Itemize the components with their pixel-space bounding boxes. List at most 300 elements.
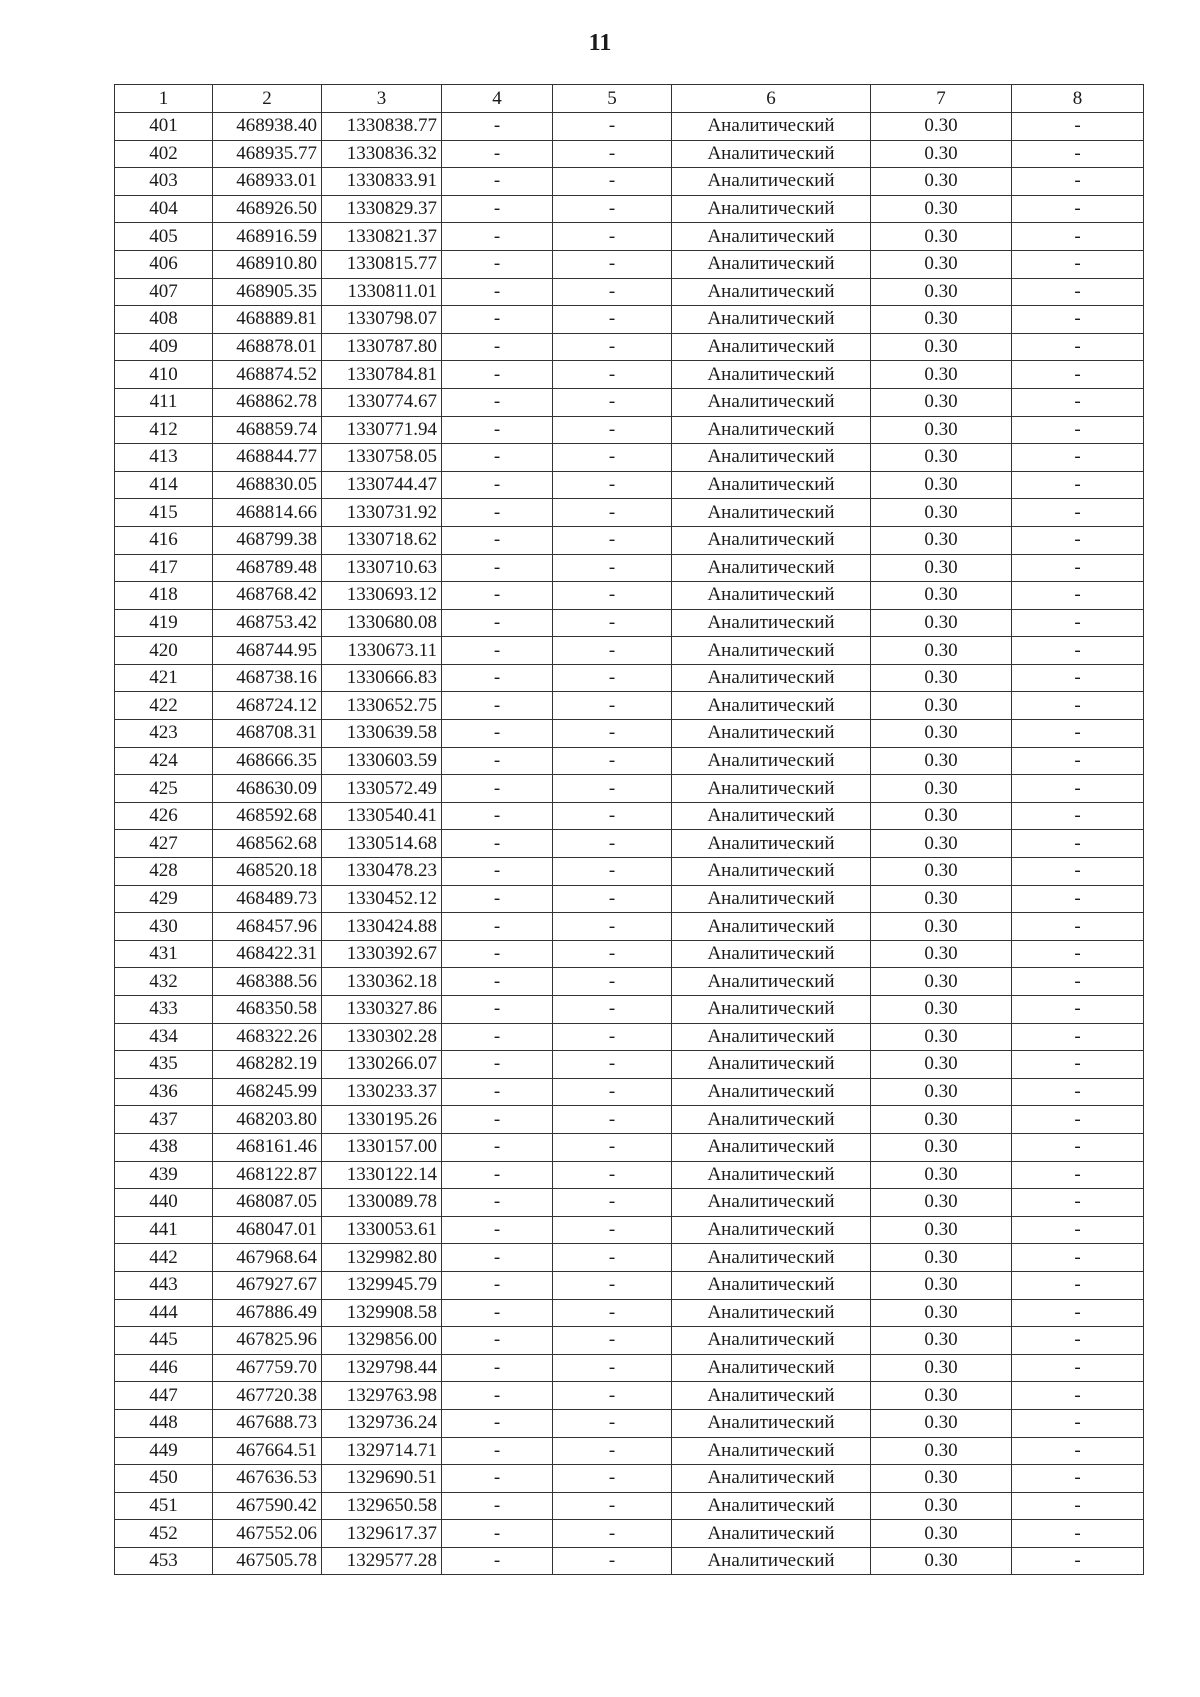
col4-cell: -	[442, 1271, 553, 1299]
col5-cell: -	[553, 1437, 672, 1465]
method-cell: Аналитический	[672, 1437, 871, 1465]
col8-cell: -	[1012, 968, 1144, 996]
accuracy-cell: 0.30	[871, 1327, 1012, 1355]
point-number-cell: 405	[115, 223, 213, 251]
y-coordinate-cell: 1330603.59	[322, 747, 442, 775]
accuracy-cell: 0.30	[871, 1465, 1012, 1493]
col4-cell: -	[442, 499, 553, 527]
method-cell: Аналитический	[672, 140, 871, 168]
header-cell: 6	[672, 85, 871, 113]
table-row	[115, 775, 1144, 803]
col4-cell: -	[442, 609, 553, 637]
accuracy-cell: 0.30	[871, 168, 1012, 196]
point-number-cell: 409	[115, 333, 213, 361]
x-coordinate-cell: 468422.31	[213, 940, 322, 968]
col5-cell: -	[553, 250, 672, 278]
y-coordinate-cell: 1330639.58	[322, 720, 442, 748]
table-row	[115, 940, 1144, 968]
accuracy-cell: 0.30	[871, 1437, 1012, 1465]
x-coordinate-cell: 468768.42	[213, 582, 322, 610]
col8-cell: -	[1012, 802, 1144, 830]
accuracy-cell: 0.30	[871, 830, 1012, 858]
point-number-cell: 417	[115, 554, 213, 582]
method-cell: Аналитический	[672, 471, 871, 499]
y-coordinate-cell: 1330744.47	[322, 471, 442, 499]
col5-cell: -	[553, 1078, 672, 1106]
x-coordinate-cell: 468630.09	[213, 775, 322, 803]
x-coordinate-cell: 468122.87	[213, 1161, 322, 1189]
col4-cell: -	[442, 582, 553, 610]
method-cell: Аналитический	[672, 1189, 871, 1217]
point-number-cell: 421	[115, 664, 213, 692]
table-row	[115, 1133, 1144, 1161]
y-coordinate-cell: 1330693.12	[322, 582, 442, 610]
x-coordinate-cell: 468910.80	[213, 250, 322, 278]
point-number-cell: 422	[115, 692, 213, 720]
y-coordinate-cell: 1330833.91	[322, 168, 442, 196]
col5-cell: -	[553, 637, 672, 665]
method-cell: Аналитический	[672, 1409, 871, 1437]
table-row	[115, 1492, 1144, 1520]
method-cell: Аналитический	[672, 830, 871, 858]
col5-cell: -	[553, 830, 672, 858]
accuracy-cell: 0.30	[871, 223, 1012, 251]
col8-cell: -	[1012, 582, 1144, 610]
point-number-cell: 401	[115, 113, 213, 141]
y-coordinate-cell: 1330771.94	[322, 416, 442, 444]
col8-cell: -	[1012, 1437, 1144, 1465]
y-coordinate-cell: 1330572.49	[322, 775, 442, 803]
point-number-cell: 429	[115, 885, 213, 913]
y-coordinate-cell: 1330838.77	[322, 113, 442, 141]
col4-cell: -	[442, 940, 553, 968]
col8-cell: -	[1012, 113, 1144, 141]
col8-cell: -	[1012, 1299, 1144, 1327]
col4-cell: -	[442, 1354, 553, 1382]
table-row	[115, 858, 1144, 886]
col8-cell: -	[1012, 637, 1144, 665]
x-coordinate-cell: 468282.19	[213, 1051, 322, 1079]
method-cell: Аналитический	[672, 1382, 871, 1410]
table-row	[115, 1023, 1144, 1051]
accuracy-cell: 0.30	[871, 1547, 1012, 1575]
col8-cell: -	[1012, 692, 1144, 720]
x-coordinate-cell: 468744.95	[213, 637, 322, 665]
col8-cell: -	[1012, 1547, 1144, 1575]
col8-cell: -	[1012, 499, 1144, 527]
x-coordinate-cell: 467552.06	[213, 1520, 322, 1548]
table-row	[115, 1547, 1144, 1575]
table-row	[115, 140, 1144, 168]
col4-cell: -	[442, 1299, 553, 1327]
method-cell: Аналитический	[672, 885, 871, 913]
y-coordinate-cell: 1329577.28	[322, 1547, 442, 1575]
method-cell: Аналитический	[672, 113, 871, 141]
method-cell: Аналитический	[672, 168, 871, 196]
point-number-cell: 413	[115, 444, 213, 472]
table-row	[115, 1437, 1144, 1465]
accuracy-cell: 0.30	[871, 113, 1012, 141]
accuracy-cell: 0.30	[871, 1133, 1012, 1161]
col4-cell: -	[442, 720, 553, 748]
col8-cell: -	[1012, 720, 1144, 748]
col5-cell: -	[553, 775, 672, 803]
col8-cell: -	[1012, 1106, 1144, 1134]
point-number-cell: 404	[115, 195, 213, 223]
col8-cell: -	[1012, 250, 1144, 278]
y-coordinate-cell: 1329617.37	[322, 1520, 442, 1548]
col8-cell: -	[1012, 1023, 1144, 1051]
method-cell: Аналитический	[672, 1327, 871, 1355]
col5-cell: -	[553, 223, 672, 251]
x-coordinate-cell: 467636.53	[213, 1465, 322, 1493]
col8-cell: -	[1012, 775, 1144, 803]
col4-cell: -	[442, 775, 553, 803]
table-row	[115, 444, 1144, 472]
accuracy-cell: 0.30	[871, 416, 1012, 444]
point-number-cell: 418	[115, 582, 213, 610]
x-coordinate-cell: 467505.78	[213, 1547, 322, 1575]
col5-cell: -	[553, 140, 672, 168]
method-cell: Аналитический	[672, 1547, 871, 1575]
col4-cell: -	[442, 1023, 553, 1051]
x-coordinate-cell: 467927.67	[213, 1271, 322, 1299]
x-coordinate-cell: 468457.96	[213, 913, 322, 941]
accuracy-cell: 0.30	[871, 609, 1012, 637]
x-coordinate-cell: 468047.01	[213, 1216, 322, 1244]
table-row	[115, 168, 1144, 196]
x-coordinate-cell: 467886.49	[213, 1299, 322, 1327]
accuracy-cell: 0.30	[871, 361, 1012, 389]
method-cell: Аналитический	[672, 1161, 871, 1189]
col5-cell: -	[553, 554, 672, 582]
accuracy-cell: 0.30	[871, 1216, 1012, 1244]
point-number-cell: 444	[115, 1299, 213, 1327]
method-cell: Аналитический	[672, 388, 871, 416]
method-cell: Аналитический	[672, 1244, 871, 1272]
col8-cell: -	[1012, 1327, 1144, 1355]
x-coordinate-cell: 468562.68	[213, 830, 322, 858]
col8-cell: -	[1012, 195, 1144, 223]
header-row	[115, 85, 1144, 113]
col4-cell: -	[442, 1189, 553, 1217]
x-coordinate-cell: 468520.18	[213, 858, 322, 886]
x-coordinate-cell: 468724.12	[213, 692, 322, 720]
table-row	[115, 1216, 1144, 1244]
col8-cell: -	[1012, 996, 1144, 1024]
point-number-cell: 443	[115, 1271, 213, 1299]
accuracy-cell: 0.30	[871, 885, 1012, 913]
col8-cell: -	[1012, 913, 1144, 941]
y-coordinate-cell: 1330673.11	[322, 637, 442, 665]
method-cell: Аналитический	[672, 720, 871, 748]
table-row	[115, 692, 1144, 720]
method-cell: Аналитический	[672, 940, 871, 968]
col4-cell: -	[442, 195, 553, 223]
col8-cell: -	[1012, 885, 1144, 913]
y-coordinate-cell: 1330089.78	[322, 1189, 442, 1217]
header-cell: 3	[322, 85, 442, 113]
col5-cell: -	[553, 664, 672, 692]
point-number-cell: 412	[115, 416, 213, 444]
method-cell: Аналитический	[672, 333, 871, 361]
table-row	[115, 306, 1144, 334]
y-coordinate-cell: 1330758.05	[322, 444, 442, 472]
method-cell: Аналитический	[672, 499, 871, 527]
col5-cell: -	[553, 1051, 672, 1079]
y-coordinate-cell: 1330731.92	[322, 499, 442, 527]
table-row	[115, 361, 1144, 389]
col5-cell: -	[553, 195, 672, 223]
col8-cell: -	[1012, 1271, 1144, 1299]
table-row	[115, 1106, 1144, 1134]
col4-cell: -	[442, 1051, 553, 1079]
col4-cell: -	[442, 333, 553, 361]
method-cell: Аналитический	[672, 1520, 871, 1548]
col8-cell: -	[1012, 1133, 1144, 1161]
col4-cell: -	[442, 830, 553, 858]
accuracy-cell: 0.30	[871, 388, 1012, 416]
table-row	[115, 1520, 1144, 1548]
y-coordinate-cell: 1330392.67	[322, 940, 442, 968]
x-coordinate-cell: 468789.48	[213, 554, 322, 582]
accuracy-cell: 0.30	[871, 1189, 1012, 1217]
x-coordinate-cell: 468753.42	[213, 609, 322, 637]
method-cell: Аналитический	[672, 1216, 871, 1244]
accuracy-cell: 0.30	[871, 1078, 1012, 1106]
col8-cell: -	[1012, 1244, 1144, 1272]
table-row	[115, 223, 1144, 251]
col5-cell: -	[553, 526, 672, 554]
point-number-cell: 406	[115, 250, 213, 278]
col8-cell: -	[1012, 1189, 1144, 1217]
header-cell: 8	[1012, 85, 1144, 113]
col8-cell: -	[1012, 940, 1144, 968]
col4-cell: -	[442, 1078, 553, 1106]
method-cell: Аналитический	[672, 802, 871, 830]
col4-cell: -	[442, 1492, 553, 1520]
method-cell: Аналитический	[672, 968, 871, 996]
col5-cell: -	[553, 1244, 672, 1272]
col5-cell: -	[553, 1520, 672, 1548]
point-number-cell: 441	[115, 1216, 213, 1244]
col4-cell: -	[442, 664, 553, 692]
col5-cell: -	[553, 1354, 672, 1382]
col8-cell: -	[1012, 223, 1144, 251]
page-number: 11	[588, 30, 612, 56]
x-coordinate-cell: 468844.77	[213, 444, 322, 472]
y-coordinate-cell: 1330362.18	[322, 968, 442, 996]
col4-cell: -	[442, 554, 553, 582]
col4-cell: -	[442, 802, 553, 830]
point-number-cell: 403	[115, 168, 213, 196]
header-cell: 2	[213, 85, 322, 113]
y-coordinate-cell: 1329908.58	[322, 1299, 442, 1327]
method-cell: Аналитический	[672, 858, 871, 886]
col4-cell: -	[442, 913, 553, 941]
x-coordinate-cell: 468245.99	[213, 1078, 322, 1106]
accuracy-cell: 0.30	[871, 250, 1012, 278]
accuracy-cell: 0.30	[871, 747, 1012, 775]
table-row	[115, 830, 1144, 858]
col5-cell: -	[553, 1299, 672, 1327]
x-coordinate-cell: 467720.38	[213, 1382, 322, 1410]
point-number-cell: 411	[115, 388, 213, 416]
method-cell: Аналитический	[672, 1271, 871, 1299]
point-number-cell: 437	[115, 1106, 213, 1134]
accuracy-cell: 0.30	[871, 278, 1012, 306]
point-number-cell: 448	[115, 1409, 213, 1437]
point-number-cell: 416	[115, 526, 213, 554]
col8-cell: -	[1012, 168, 1144, 196]
col4-cell: -	[442, 1437, 553, 1465]
table-row	[115, 1078, 1144, 1106]
x-coordinate-cell: 467664.51	[213, 1437, 322, 1465]
col5-cell: -	[553, 802, 672, 830]
col8-cell: -	[1012, 554, 1144, 582]
point-number-cell: 425	[115, 775, 213, 803]
x-coordinate-cell: 468087.05	[213, 1189, 322, 1217]
table-row	[115, 388, 1144, 416]
col5-cell: -	[553, 471, 672, 499]
col5-cell: -	[553, 1409, 672, 1437]
point-number-cell: 408	[115, 306, 213, 334]
col4-cell: -	[442, 885, 553, 913]
col5-cell: -	[553, 416, 672, 444]
y-coordinate-cell: 1330514.68	[322, 830, 442, 858]
col5-cell: -	[553, 1133, 672, 1161]
y-coordinate-cell: 1330652.75	[322, 692, 442, 720]
accuracy-cell: 0.30	[871, 1161, 1012, 1189]
method-cell: Аналитический	[672, 250, 871, 278]
col4-cell: -	[442, 1244, 553, 1272]
accuracy-cell: 0.30	[871, 720, 1012, 748]
x-coordinate-cell: 468489.73	[213, 885, 322, 913]
x-coordinate-cell: 467688.73	[213, 1409, 322, 1437]
table-row	[115, 747, 1144, 775]
col4-cell: -	[442, 1382, 553, 1410]
col8-cell: -	[1012, 361, 1144, 389]
col5-cell: -	[553, 1161, 672, 1189]
point-number-cell: 447	[115, 1382, 213, 1410]
table-row	[115, 913, 1144, 941]
accuracy-cell: 0.30	[871, 775, 1012, 803]
y-coordinate-cell: 1329945.79	[322, 1271, 442, 1299]
method-cell: Аналитический	[672, 996, 871, 1024]
x-coordinate-cell: 468933.01	[213, 168, 322, 196]
col4-cell: -	[442, 361, 553, 389]
accuracy-cell: 0.30	[871, 664, 1012, 692]
point-number-cell: 432	[115, 968, 213, 996]
col8-cell: -	[1012, 830, 1144, 858]
accuracy-cell: 0.30	[871, 140, 1012, 168]
accuracy-cell: 0.30	[871, 333, 1012, 361]
table-row	[115, 582, 1144, 610]
x-coordinate-cell: 468889.81	[213, 306, 322, 334]
col8-cell: -	[1012, 333, 1144, 361]
col5-cell: -	[553, 747, 672, 775]
method-cell: Аналитический	[672, 1106, 871, 1134]
col5-cell: -	[553, 582, 672, 610]
col4-cell: -	[442, 168, 553, 196]
x-coordinate-cell: 468708.31	[213, 720, 322, 748]
point-number-cell: 420	[115, 637, 213, 665]
method-cell: Аналитический	[672, 1492, 871, 1520]
col5-cell: -	[553, 1547, 672, 1575]
table-row	[115, 968, 1144, 996]
method-cell: Аналитический	[672, 444, 871, 472]
col8-cell: -	[1012, 1216, 1144, 1244]
y-coordinate-cell: 1330233.37	[322, 1078, 442, 1106]
x-coordinate-cell: 468814.66	[213, 499, 322, 527]
point-number-cell: 440	[115, 1189, 213, 1217]
x-coordinate-cell: 468938.40	[213, 113, 322, 141]
table-row	[115, 609, 1144, 637]
method-cell: Аналитический	[672, 1051, 871, 1079]
table-row	[115, 499, 1144, 527]
accuracy-cell: 0.30	[871, 913, 1012, 941]
col5-cell: -	[553, 885, 672, 913]
table-row	[115, 554, 1144, 582]
col5-cell: -	[553, 1465, 672, 1493]
x-coordinate-cell: 468161.46	[213, 1133, 322, 1161]
y-coordinate-cell: 1330302.28	[322, 1023, 442, 1051]
col5-cell: -	[553, 940, 672, 968]
col5-cell: -	[553, 609, 672, 637]
col4-cell: -	[442, 968, 553, 996]
col5-cell: -	[553, 720, 672, 748]
y-coordinate-cell: 1330784.81	[322, 361, 442, 389]
col4-cell: -	[442, 1133, 553, 1161]
x-coordinate-cell: 468874.52	[213, 361, 322, 389]
table-row	[115, 1051, 1144, 1079]
table-row	[115, 1409, 1144, 1437]
point-number-cell: 428	[115, 858, 213, 886]
x-coordinate-cell: 468350.58	[213, 996, 322, 1024]
col5-cell: -	[553, 1382, 672, 1410]
col5-cell: -	[553, 306, 672, 334]
accuracy-cell: 0.30	[871, 444, 1012, 472]
point-number-cell: 433	[115, 996, 213, 1024]
method-cell: Аналитический	[672, 637, 871, 665]
x-coordinate-cell: 468799.38	[213, 526, 322, 554]
point-number-cell: 446	[115, 1354, 213, 1382]
table-row	[115, 1161, 1144, 1189]
y-coordinate-cell: 1330053.61	[322, 1216, 442, 1244]
col8-cell: -	[1012, 1354, 1144, 1382]
col5-cell: -	[553, 499, 672, 527]
y-coordinate-cell: 1330195.26	[322, 1106, 442, 1134]
method-cell: Аналитический	[672, 582, 871, 610]
point-number-cell: 419	[115, 609, 213, 637]
table-row	[115, 1382, 1144, 1410]
x-coordinate-cell: 468859.74	[213, 416, 322, 444]
method-cell: Аналитический	[672, 1078, 871, 1106]
point-number-cell: 426	[115, 802, 213, 830]
method-cell: Аналитический	[672, 664, 871, 692]
x-coordinate-cell: 468926.50	[213, 195, 322, 223]
y-coordinate-cell: 1330815.77	[322, 250, 442, 278]
col8-cell: -	[1012, 858, 1144, 886]
point-number-cell: 410	[115, 361, 213, 389]
y-coordinate-cell: 1329736.24	[322, 1409, 442, 1437]
col5-cell: -	[553, 113, 672, 141]
col8-cell: -	[1012, 278, 1144, 306]
point-number-cell: 407	[115, 278, 213, 306]
point-number-cell: 427	[115, 830, 213, 858]
table-row	[115, 664, 1144, 692]
table-row	[115, 1354, 1144, 1382]
